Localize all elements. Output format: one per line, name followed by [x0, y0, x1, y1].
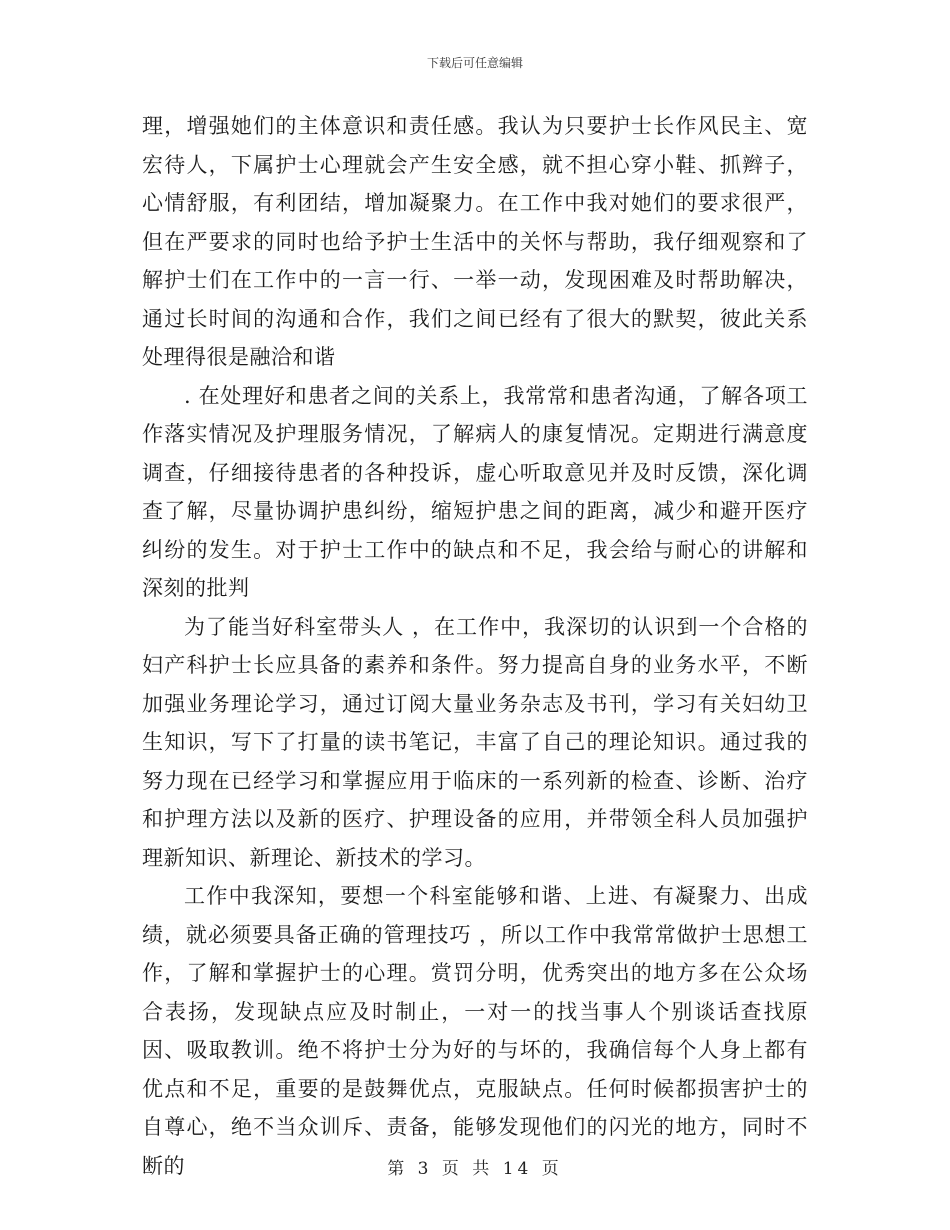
- page-number-footer: 第 3 页 共 14 页: [387, 1159, 563, 1179]
- page-header-note: 下载后可任意编辑: [426, 56, 523, 70]
- paragraph-patient-relations: . 在处理好和患者之间的关系上，我常常和患者沟通，了解各项工作落实情况及护理服务情况，了解病人的康复情况。定期进行满意度调查，仔细接待患者的各种投诉，虚心听取意见并及时反馈，深化调查了解，尽量协调护患纠纷，缩短护患之间的距离，减少和避开医疗纠纷的发生。对于护士工作中的缺点和不足，我会给与耐心的讲解和深刻的批判: [142, 383, 808, 600]
- paragraph-management: 工作中我深知，要想一个科室能够和谐、上进、有凝聚力、出成绩，就必须要具备正确的管理技巧 ，所以工作中我常常做护士思想工作，了解和掌握护士的心理。赏罚分明，优秀突出的地方多在公众场合表扬，发现缺点应及时制止，一对一的找当事人个别谈话查找原因、吸取教训。绝不将护士分为好的与坏的，我确信每个人身上都有优点和不足，重要的是鼓舞优点，克服缺点。任何时候都损害护士的自尊心，绝不当众训斥、责备，能够发现他们的闪光的地方，同时不断的: [142, 884, 808, 1178]
- document-body: [142, 107, 808, 1185]
- paragraph-continuation: 理，增强她们的主体意识和责任感。我认为只要护士长作风民主、宽宏待人，下属护士心理就会产生安全感，就不担心穿小鞋、抓辫子，心情舒服，有利团结，增加凝聚力。在工作中我对她们的要求很严，但在严要求的同时也给予护士生活中的关怀与帮助，我仔细观察和了解护士们在工作中的一言一行、一举一动，发现困难及时帮助解决，通过长时间的沟通和合作，我们之间已经有了很大的默契，彼此关系处理得很是融洽和谐: [142, 114, 808, 369]
- paragraph-leadership: 为了能当好科室带头人 ，在工作中，我深切的认识到一个合格的妇产科护士长应具备的素养和条件。努力提高自身的业务水平，不断加强业务理论学习，通过订阅大量业务杂志及书刊，学习有关妇幼卫生知识，写下了打量的读书笔记，丰富了自己的理论知识。通过我的努力现在已经学习和掌握应用于临床的一系列新的检查、诊断、治疗和护理方法以及新的医疗、护理设备的应用，并带领全科人员加强护理新知识、新理论、新技术的学习。: [142, 614, 808, 870]
